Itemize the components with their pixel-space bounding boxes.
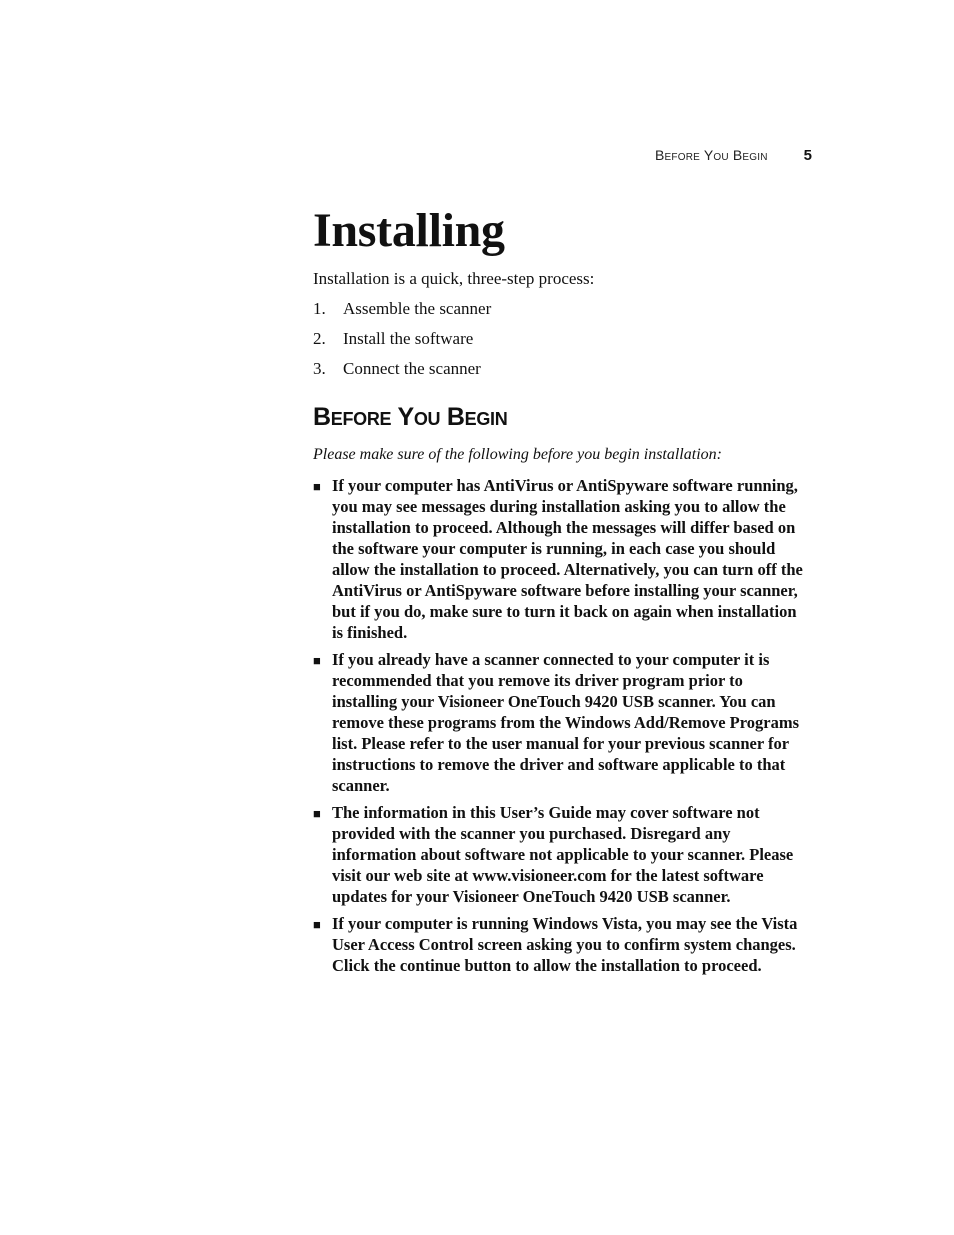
- step-item: [313, 328, 809, 350]
- step-item: [313, 358, 809, 380]
- list-item: [313, 913, 809, 976]
- bullet-text: The information in this User’s Guide may cover software not provided with the scanner you purchased. Disregard any information about software not applicable to your scanner. Please visit our web site at www.visioneer.com for the latest software updates for your Visioneer OneTouch 9420 USB scanner.: [332, 803, 794, 906]
- square-bullet-icon: ■: [313, 806, 321, 821]
- square-bullet-icon: ■: [313, 917, 321, 932]
- chapter-title: Installing: [313, 204, 505, 257]
- list-item: [313, 649, 809, 796]
- installation-steps: [313, 298, 809, 380]
- list-item: [313, 802, 809, 907]
- prerequisite-list: [313, 475, 809, 976]
- running-head: [600, 147, 812, 169]
- step-text: Connect the scanner: [343, 359, 481, 378]
- step-item: [313, 298, 809, 320]
- section-heading: Before You Begin: [313, 403, 508, 431]
- chapter-intro: Installation is a quick, three-step process:: [313, 269, 595, 288]
- step-number: 3.: [313, 359, 326, 378]
- page-content: [313, 200, 809, 982]
- step-text: Assemble the scanner: [343, 299, 492, 318]
- bullet-text: If you already have a scanner connected to your computer it is recommended that you remove its driver program prior to installing your Visioneer OneTouch 9420 USB scanner. You can remove these programs from the Windows Add/Remove Programs list. Please refer to the user manual for your previous scanner for instructions to remove the driver and software applicable to that scanner.: [332, 650, 800, 795]
- step-number: 2.: [313, 329, 326, 348]
- step-text: Install the software: [343, 329, 474, 348]
- step-number: 1.: [313, 299, 326, 318]
- section-lead: Please make sure of the following before you begin installation:: [313, 446, 722, 463]
- list-item: [313, 475, 809, 643]
- running-head-title: Before You Begin: [655, 147, 768, 163]
- square-bullet-icon: ■: [313, 653, 321, 668]
- bullet-text: If your computer is running Windows Vista, you may see the Vista User Access Control screen asking you to confirm system changes. Click the continue button to allow the installation to proceed.: [332, 914, 798, 975]
- bullet-text: If your computer has AntiVirus or AntiSpyware software running, you may see messages during installation asking you to allow the installation to proceed. Although the messages will differ based on the software your computer is running, in each case you should allow the installation to proceed. Alternatively, you can turn off the AntiVirus or AntiSpyware software before installing your scanner, but if you do, make sure to turn it back on again when installation is finished.: [332, 476, 803, 642]
- page-number: 5: [803, 147, 812, 164]
- square-bullet-icon: ■: [313, 479, 321, 494]
